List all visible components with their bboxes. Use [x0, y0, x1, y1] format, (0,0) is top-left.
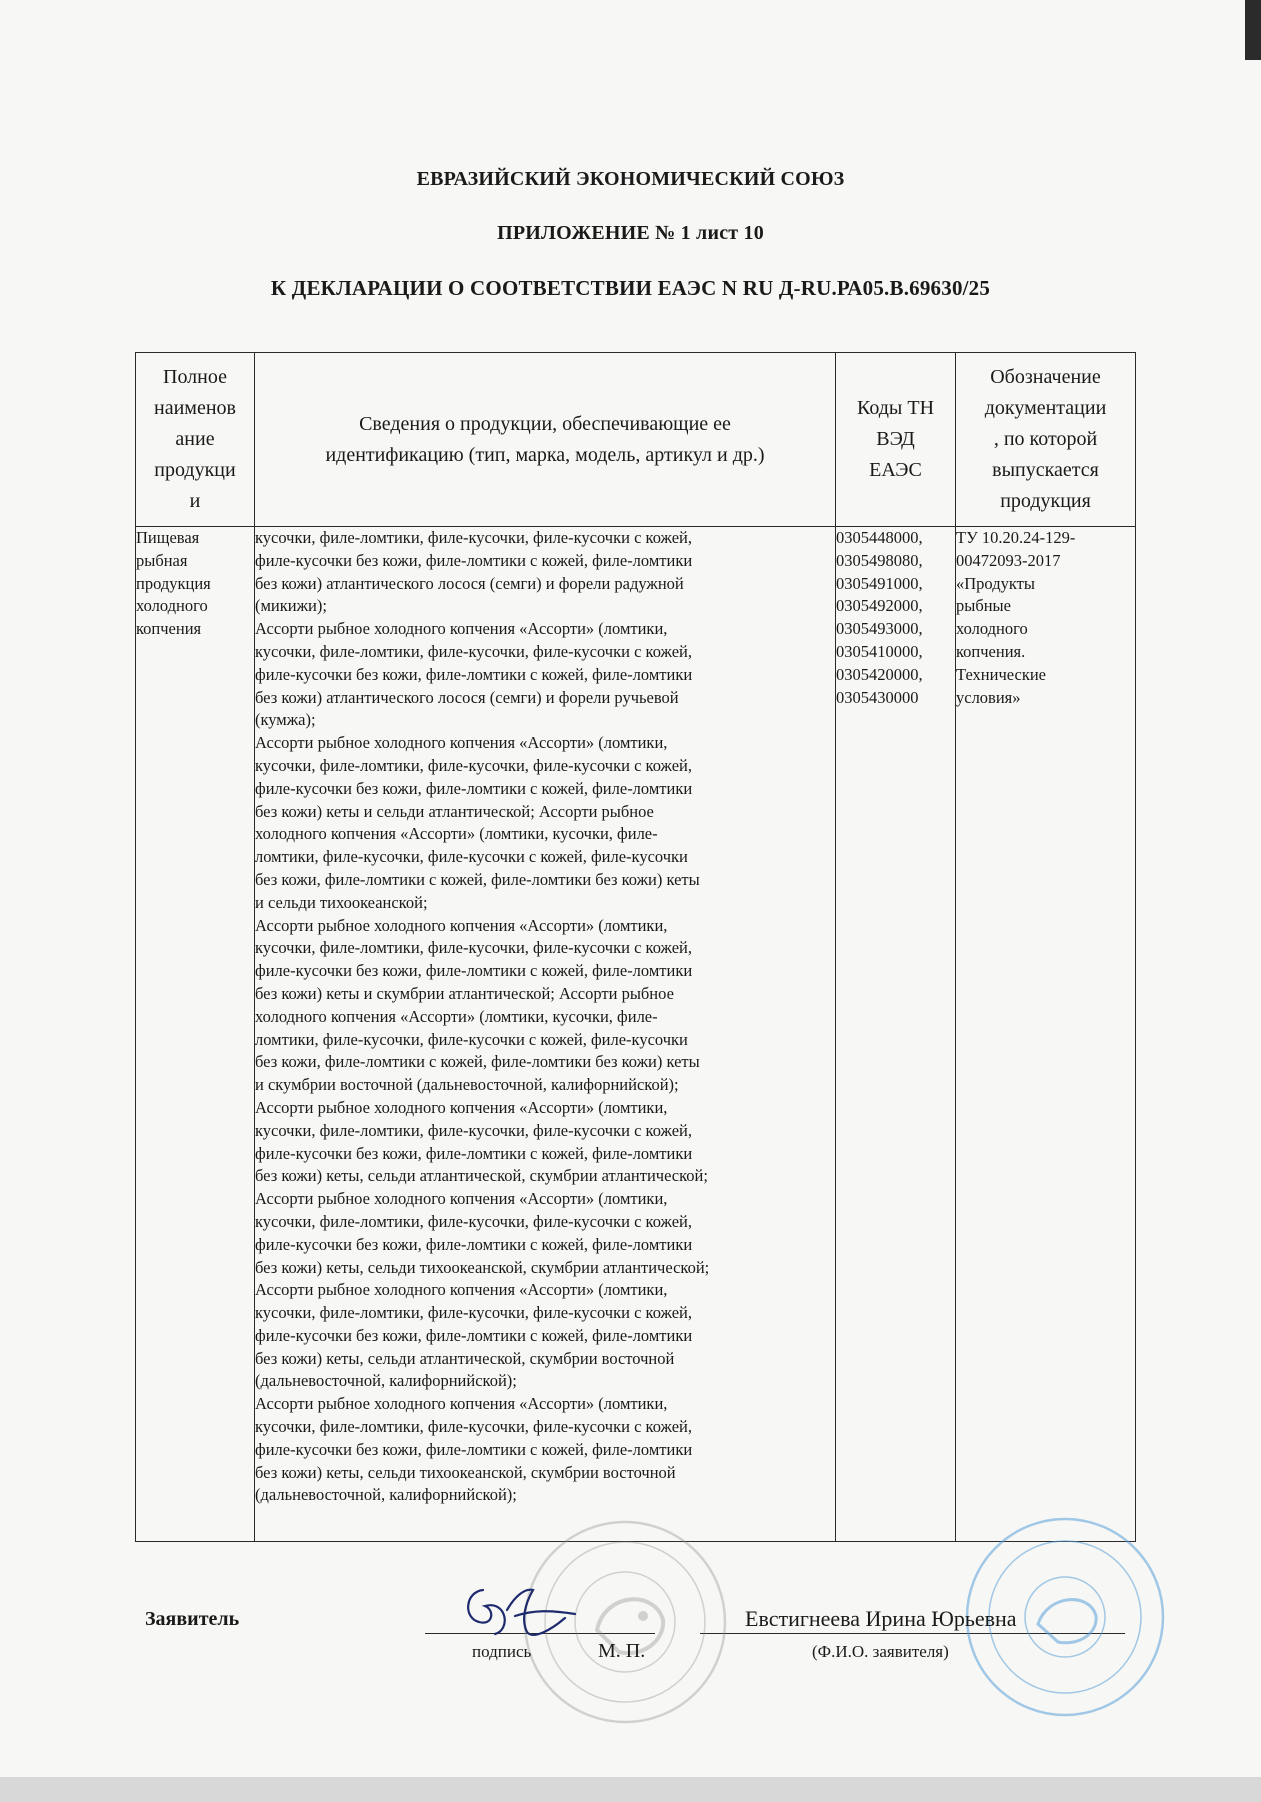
doc-line: Технические [956, 664, 1046, 684]
column-header-codes [836, 353, 956, 527]
info-line: (кумжа); [255, 710, 316, 730]
info-line: холодного копчения «Ассорти» (ломтики, кусочки, филе- [255, 1006, 658, 1026]
info-line: без кожи, филе-ломтики с кожей, филе-ломтики без кожи) кеты [255, 869, 700, 889]
table-row [136, 527, 1136, 1542]
info-line: без кожи) атлантического лосося (семги) и форели ручьевой [255, 687, 679, 707]
header-line: наименов [154, 397, 236, 419]
appendix-title: ПРИЛОЖЕНИЕ № 1 лист 10 [497, 222, 764, 244]
info-line: кусочки, филе-ломтики, филе-кусочки, филе-кусочки с кожей, [255, 641, 692, 661]
info-line: кусочки, филе-ломтики, филе-кусочки, филе-кусочки с кожей, [255, 1303, 692, 1323]
info-line: кусочки, филе-ломтики, филе-кусочки, филе-кусочки с кожей, [255, 938, 692, 958]
code-item: 0305498080, [836, 550, 923, 570]
info-line: без кожи) кеты, сельди тихоокеанской, скумбрии атлантической; [255, 1257, 710, 1277]
header-line: Обозначение [990, 366, 1101, 388]
info-line: кусочки, филе-ломтики, филе-кусочки, филе-кусочки с кожей, [255, 1211, 692, 1231]
doc-line: рыбные [956, 596, 1011, 616]
product-name-line: холодного [136, 596, 208, 616]
info-line: кусочки, филе-ломтики, филе-кусочки, филе-кусочки с кожей, [255, 1120, 692, 1140]
info-line: Ассорти рыбное холодного копчения «Ассорти» (ломтики, [255, 1189, 668, 1209]
column-header-documentation [956, 353, 1136, 527]
info-line: (дальневосточной, калифорнийской); [255, 1485, 517, 1505]
info-line: ломтики, филе-кусочки, филе-кусочки с кожей, филе-кусочки [255, 1029, 688, 1049]
header-line: документации [984, 397, 1107, 419]
info-line: без кожи) кеты и скумбрии атлантической; Ассорти рыбное [255, 983, 674, 1003]
info-line: ломтики, филе-кусочки, филе-кусочки с кожей, филе-кусочки [255, 847, 688, 867]
info-line: без кожи) кеты, сельди тихоокеанской, скумбрии восточной [255, 1462, 676, 1482]
stamp-caption: М. П. [598, 1640, 646, 1662]
info-line: филе-кусочки без кожи, филе-ломтики с кожей, филе-ломтики [255, 961, 693, 981]
info-line: без кожи) кеты, сельди атлантической, скумбрии атлантической; [255, 1166, 708, 1186]
info-line: филе-кусочки без кожи, филе-ломтики с кожей, филе-ломтики [255, 664, 693, 684]
info-line: без кожи) кеты, сельди атлантической, скумбрии восточной [255, 1348, 675, 1368]
header-line: Коды ТН [856, 397, 935, 419]
doc-line: копчения. [956, 641, 1026, 661]
doc-line: ТУ 10.20.24-129- [956, 528, 1076, 547]
info-line: кусочки, филе-ломтики, филе-кусочки, филе-кусочки с кожей, [255, 755, 692, 775]
info-line: филе-кусочки без кожи, филе-ломтики с кожей, филе-ломтики [255, 1325, 693, 1345]
header-line: Сведения о продукции, обеспечивающие ее [359, 412, 731, 435]
header-line: и [189, 490, 201, 512]
info-line: и сельди тихоокеанской; [255, 892, 428, 912]
header-line: ание [175, 428, 215, 450]
info-line: кусочки, филе-ломтики, филе-кусочки, филе-кусочки с кожей, [255, 528, 692, 547]
code-item: 0305448000, [836, 528, 923, 547]
info-line: Ассорти рыбное холодного копчения «Ассорти» (ломтики, [255, 733, 668, 753]
column-header-product-info [255, 353, 836, 527]
applicant-label: Заявитель [145, 1608, 240, 1630]
product-name-line: Пищевая [136, 528, 200, 547]
doc-line: 00472093-2017 [956, 550, 1061, 570]
info-line: Ассорти рыбное холодного копчения «Ассорти» (ломтики, [255, 915, 668, 935]
documentation-cell [956, 527, 1136, 1542]
codes-cell [836, 527, 956, 1542]
info-line: и скумбрии восточной (дальневосточной, калифорнийской); [255, 1075, 679, 1095]
header-line: идентификацию (тип, марка, модель, артикул и др.) [325, 443, 765, 466]
info-line: филе-кусочки без кожи, филе-ломтики с кожей, филе-ломтики [255, 550, 693, 570]
header-line: продукци [154, 459, 236, 481]
doc-line: «Продукты [956, 573, 1035, 593]
info-line: филе-кусочки без кожи, филе-ломтики с кожей, филе-ломтики [255, 1234, 693, 1254]
code-item: 0305420000, [836, 664, 923, 684]
declaration-number: К ДЕКЛАРАЦИИ О СООТВЕТСТВИИ ЕАЭС N RU Д-RU.РА05.В.69630/25 [270, 276, 991, 300]
header-line: ВЭД [876, 428, 915, 450]
product-name-cell [136, 527, 255, 1542]
info-line: кусочки, филе-ломтики, филе-кусочки, филе-кусочки с кожей, [255, 1417, 692, 1437]
scan-bottom-band [0, 1777, 1261, 1802]
code-item: 0305492000, [836, 596, 923, 616]
info-line: (дальневосточной, калифорнийской); [255, 1371, 517, 1391]
scan-edge-mark [1245, 0, 1261, 60]
header-line: выпускается [992, 459, 1099, 481]
info-line: Ассорти рыбное холодного копчения «Ассорти» (ломтики, [255, 619, 668, 639]
signature-caption: подпись [472, 1642, 532, 1661]
code-item: 0305491000, [836, 573, 923, 593]
info-line: филе-кусочки без кожи, филе-ломтики с кожей, филе-ломтики [255, 1143, 693, 1163]
info-line: Ассорти рыбное холодного копчения «Ассорти» (ломтики, [255, 1280, 668, 1300]
signature-mark [455, 1570, 595, 1645]
product-name-line: рыбная [136, 550, 188, 570]
product-name-line: копчения [136, 619, 202, 639]
doc-line: условия» [956, 687, 1021, 707]
info-line: (микижи); [255, 596, 327, 616]
header-line: , по которой [993, 428, 1098, 450]
union-title: ЕВРАЗИЙСКИЙ ЭКОНОМИЧЕСКИЙ СОЮЗ [416, 168, 845, 190]
info-line: холодного копчения «Ассорти» (ломтики, кусочки, филе- [255, 824, 658, 844]
doc-line: холодного [956, 619, 1028, 639]
applicant-name-caption: (Ф.И.О. заявителя) [812, 1642, 949, 1661]
product-table [135, 352, 1136, 1542]
header-line: ЕАЭС [869, 459, 922, 481]
info-line: без кожи) атлантического лосося (семги) и форели радужной [255, 573, 684, 593]
product-name-line: продукция [136, 573, 211, 593]
header-line: Полное [163, 366, 227, 388]
applicant-name: Евстигнеева Ирина Юрьевна [745, 1606, 1017, 1631]
info-line: филе-кусочки без кожи, филе-ломтики с кожей, филе-ломтики [255, 778, 693, 798]
code-item: 0305410000, [836, 641, 923, 661]
code-item: 0305493000, [836, 619, 923, 639]
info-line: Ассорти рыбное холодного копчения «Ассорти» (ломтики, [255, 1394, 668, 1414]
code-item: 0305430000 [836, 687, 919, 707]
info-line: без кожи) кеты и сельди атлантической; Ассорти рыбное [255, 801, 654, 821]
table-header-row [136, 353, 1136, 527]
column-header-product-name [136, 353, 255, 527]
info-line: филе-кусочки без кожи, филе-ломтики с кожей, филе-ломтики [255, 1439, 693, 1459]
product-info-cell [255, 527, 836, 1542]
header-line: продукция [1000, 490, 1091, 512]
info-line: без кожи, филе-ломтики с кожей, филе-ломтики без кожи) кеты [255, 1052, 700, 1072]
info-line: Ассорти рыбное холодного копчения «Ассорти» (ломтики, [255, 1097, 668, 1117]
